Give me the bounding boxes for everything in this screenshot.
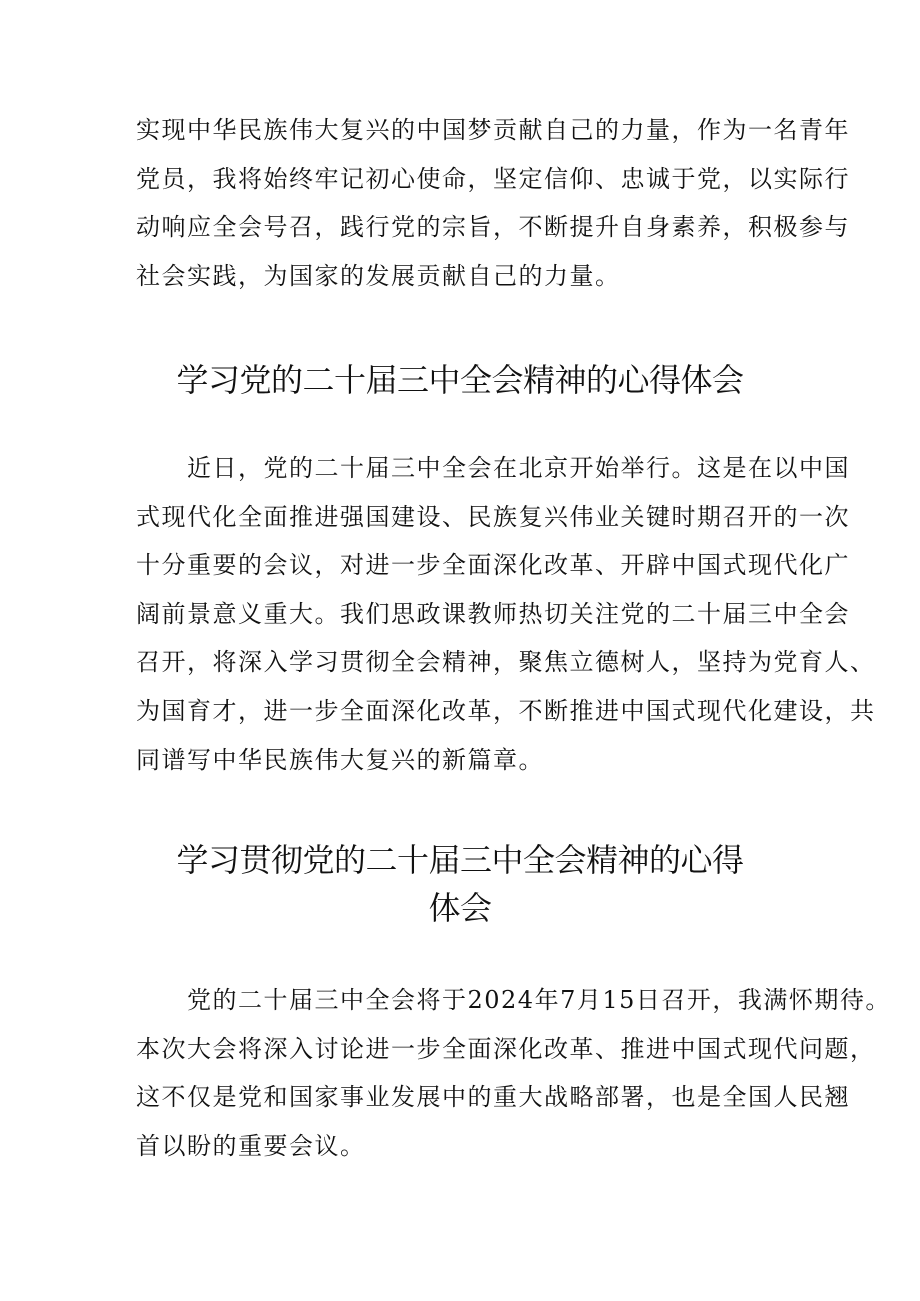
intro-paragraph: [136, 106, 850, 300]
paragraph-line: 社会实践，为国家的发展贡献自己的力量。: [136, 261, 621, 290]
section-1-paragraph: [136, 444, 876, 784]
paragraph-line: 党员，我将始终牢记初心使命，坚定信仰、忠诚于党，以实际行: [136, 164, 850, 193]
paragraph-line: 召开，将深入学习贯彻全会精神，聚焦立德树人，坚持为党育人、: [136, 648, 876, 677]
section-2-paragraph: [136, 976, 891, 1170]
paragraph-line: 这不仅是党和国家事业发展中的重大战略部署，也是全国人民翘: [136, 1083, 850, 1112]
paragraph-line: 为国育才，进一步全面深化改革，不断推进中国式现代化建设，共: [136, 696, 876, 725]
paragraph-line: 实现中华民族伟大复兴的中国梦贡献自己的力量，作为一名青年: [136, 116, 850, 144]
paragraph-line: 首以盼的重要会议。: [136, 1131, 366, 1160]
paragraph-line: 近日，党的二十届三中全会在北京开始举行。这是在以中国: [136, 454, 850, 482]
paragraph-line: 同谱写中华民族伟大复兴的新篇章。: [136, 745, 544, 774]
paragraph-line: 本次大会将深入讨论进一步全面深化改革、推进中国式现代问题，: [136, 1034, 876, 1063]
section-2-heading: [150, 836, 770, 932]
paragraph-line: 式现代化全面推进强国建设、民族复兴伟业关键时期召开的一次: [136, 502, 850, 531]
paragraph-line: 党的二十届三中全会将于2024年7月15日召开，我满怀期待。: [136, 986, 891, 1014]
heading-line: 学习党的二十届三中全会精神的心得体会: [176, 361, 744, 399]
section-1-heading: [150, 356, 770, 404]
paragraph-line: 动响应全会号召，践行党的宗旨，不断提升自身素养，积极参与: [136, 213, 850, 242]
paragraph-line: 十分重要的会议，对进一步全面深化改革、开辟中国式现代化广: [136, 551, 850, 580]
heading-line: 学习贯彻党的二十届三中全会精神的心得: [176, 841, 744, 879]
heading-line: 体会: [428, 889, 492, 927]
paragraph-line: 阔前景意义重大。我们思政课教师热切关注党的二十届三中全会: [136, 599, 850, 628]
